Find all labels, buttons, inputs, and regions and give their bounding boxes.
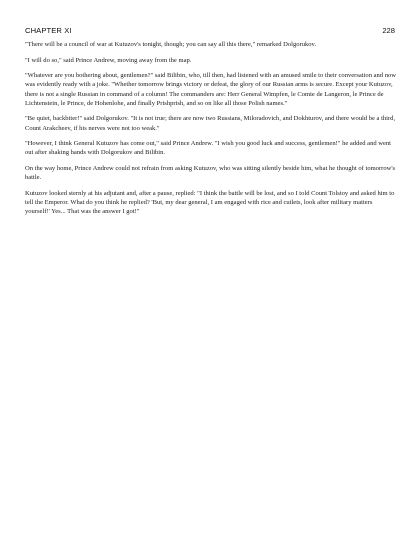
paragraph: "Whatever are you bothering about, gentlemen?" said Bilibin, who, till then, had listened with an amused smile to their conversation and now was evidently ready with a joke. "Whether tomorrow brings victory or defeat, the glory of our Russian arms is secure. Except your Kutuzov, there is not a single Russian in command of a column! The commanders are: Herr General Wimpfen, le Comte de Langeron, le Prince de Lichtenstein, le Prince, de Hohenlohe, and finally Prishprish, and so on like all those Polish names." [25,72,396,107]
page-header [25,26,395,38]
paragraph: "There will be a council of war at Kutuzov's tonight, though; you can say all this there," remarked Dolgorukov. [25,41,316,48]
paragraph: Kutuzov looked sternly at his adjutant and, after a pause, replied: "I think the battle will be lost, and so I told Count Tolstoy and asked him to tell the Emperor. What do you think he replied? 'But, my dear general, I am engaged with rice and cutlets, look after military matters yourself!' Yes... That was the answer I got!" [25,189,395,216]
paragraph: "I will do so," said Prince Andrew, moving away from the map. [25,56,192,64]
page-body [25,40,397,223]
page-number: 228 [382,26,395,35]
chapter-title: CHAPTER XI [25,26,72,35]
paragraph: On the way home, Prince Andrew could not refrain from asking Kutuzov, who was sitting silently beside him, what he thought of tomorrow's battle. [25,164,396,182]
paragraph: "However, I think General Kutuzov has come out," said Prince Andrew. "I wish you good luck and success, gentlemen!" he added and went out after shaking hands with Dolgorukov and Bilibin. [25,140,391,157]
paragraph: "Be quiet, backbiter!" said Dolgorukov. "It is not true; there are now two Russians, Miloradovich, and Dokhturov, and there would be a third, Count Arakcheev, if his nerves were not too weak." [25,115,396,132]
